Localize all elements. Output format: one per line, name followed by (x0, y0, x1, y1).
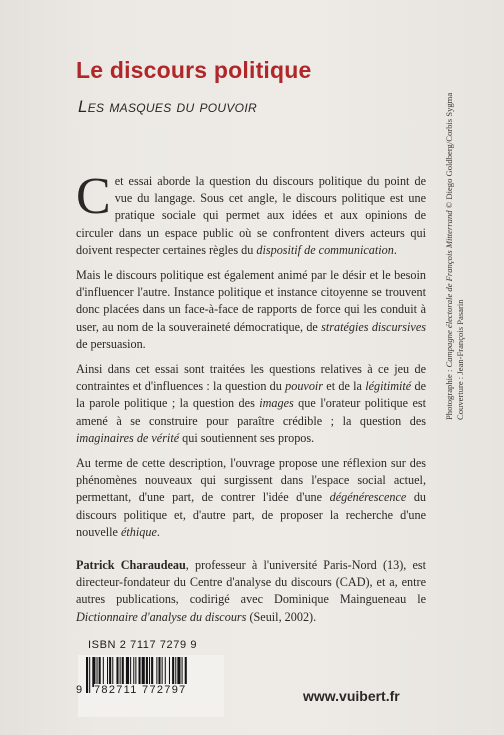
barcode-bar (133, 657, 134, 687)
barcode-bar (99, 657, 101, 687)
barcode-bar (156, 657, 157, 687)
paragraph-influence: Mais le discours politique est également animé par le désir et le besoin d'influencer l'autre. Instance politique et instance citoyenne se trouvent donc placées dans un face-à-face de rapports de force qui les conduit à user, au nom de la souveraineté démocratique, de stratégies discursives de persuasion. (76, 268, 426, 351)
barcode-bar (116, 657, 118, 687)
book-subtitle: Les masques du pouvoir (78, 97, 257, 116)
barcode-bar (149, 657, 150, 687)
author-bio: Patrick Charaudeau, professeur à l'université Paris-Nord (13), est directeur-fondateur du Centre d'analyse du discours (CAD), et a, entre autres publications, codirigé avec Dominique Maingueneau le Dictionnaire d'analyse du discours (Seuil, 2002). (76, 558, 427, 624)
barcode-bar (112, 657, 113, 687)
book-title: Le discours politique (76, 57, 312, 83)
barcode-bar (122, 657, 124, 687)
cover-credit-line: Couverture : Jean-François Pasarin (455, 299, 465, 420)
paragraph-intro: C et essai aborde la question du discours politique du point de vue du langage. Sous cet angle, le discours politique est une pratique sociale qui permet aux idées et aux opinions de circuler dans un espace public où se confrontent divers acteurs qui doivent respecter certaines règles du dispositif de communication. (76, 168, 426, 257)
barcode-bar (92, 657, 95, 687)
barcode-bar (151, 657, 153, 687)
photo-credits (444, 92, 478, 420)
paragraph-questions: Ainsi dans cet essai sont traitées les questions relatives à ce jeu de contraintes et d'influences : la question du pouvoir et de la légitimité de la parole politique ; la question des images que l'orateur politique est amené à se construire pour paraître crédible ; la question des imaginaires de vérité qui soutiennent ses propos. (76, 362, 426, 445)
barcode-bar (165, 657, 166, 687)
barcode-bar (89, 657, 90, 693)
barcode-bar (103, 657, 104, 687)
barcode-bar (142, 657, 145, 687)
isbn-label: ISBN 2 7117 7279 9 (88, 639, 198, 651)
barcode-bar (158, 657, 160, 687)
barcode-bar (120, 657, 121, 687)
author-name: Patrick Charaudeau (76, 558, 186, 573)
blurb (76, 168, 427, 634)
photo-credit-line: Photographie : Campagne électorale de François Mitterrand © Diego Goldberg/Corbis Sygma (444, 92, 454, 420)
barcode-bar (146, 657, 148, 687)
publisher-website: www.vuibert.fr (303, 688, 400, 704)
barcode-bar (126, 657, 129, 687)
barcode-bar (172, 657, 174, 687)
barcode-bar (175, 657, 176, 687)
barcode-first-digit: 9 (76, 684, 83, 696)
barcode-bar (107, 657, 108, 687)
barcode-bar (162, 657, 163, 687)
barcode-bar (97, 657, 98, 687)
barcode-bar (109, 657, 111, 687)
barcode-bar (177, 657, 180, 687)
barcode-bar (86, 657, 88, 693)
barcode-digits: 782711 772797 (94, 684, 187, 696)
barcode-bar (130, 657, 131, 687)
paragraph-conclusion: Au terme de cette description, l'ouvrage propose une réflexion sur des phénomènes nouveaux qui surgissent dans l'espace social actuel, permettant, d'une part, de contrer l'idée d'une dégénérescence du discours politique et, d'autre part, de proposer la recherche d'une nouvelle éthique. (76, 456, 427, 539)
barcode-bar (169, 657, 170, 687)
